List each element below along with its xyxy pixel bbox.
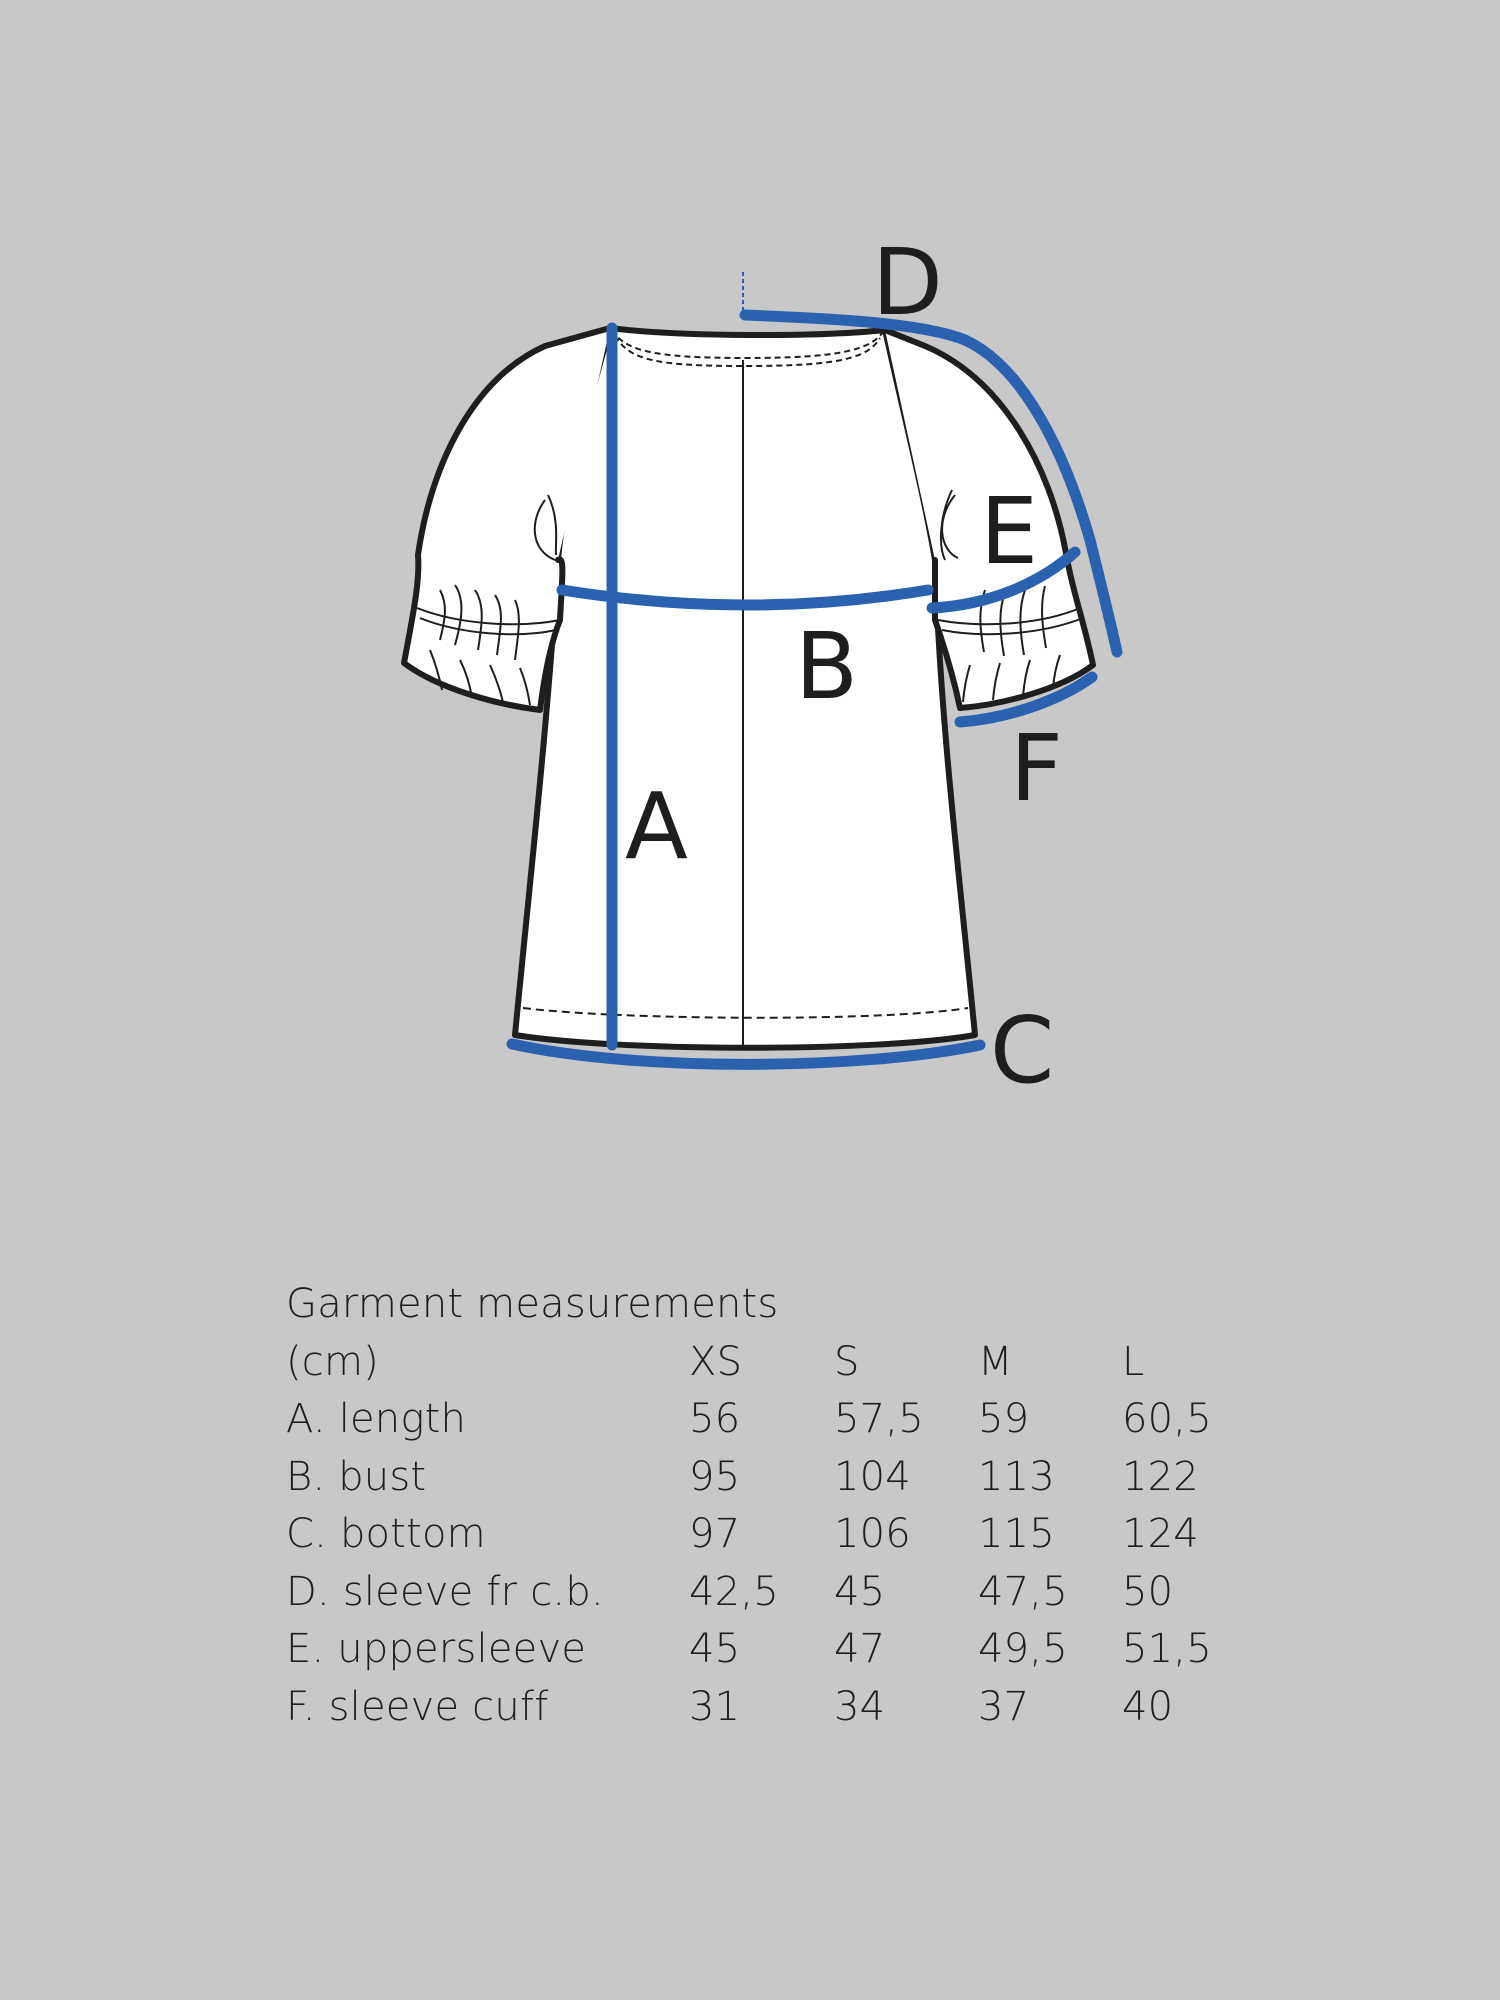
row-value: 124 — [1122, 1511, 1199, 1557]
table-title: Garment measurements — [286, 1281, 779, 1327]
row-label: E. uppersleeve — [286, 1626, 587, 1672]
row-value: 104 — [834, 1453, 911, 1500]
row-value: 45 — [689, 1626, 741, 1672]
row-label: C. bottom — [286, 1511, 486, 1557]
row-label: F. sleeve cuff — [286, 1683, 549, 1730]
row-value: 95 — [689, 1453, 741, 1500]
label-c: C — [990, 997, 1055, 1104]
size-header: S — [834, 1338, 860, 1385]
label-f: F — [1010, 715, 1063, 822]
size-header: L — [1122, 1338, 1145, 1385]
row-value: 51,5 — [1122, 1626, 1212, 1672]
row-value: 113 — [978, 1453, 1055, 1500]
row-value: 56 — [689, 1396, 741, 1442]
row-value: 59 — [978, 1396, 1030, 1442]
row-value: 34 — [834, 1683, 886, 1730]
unit-label: (cm) — [286, 1338, 379, 1385]
size-header: M — [978, 1338, 1013, 1385]
label-b: B — [795, 613, 859, 720]
row-value: 31 — [689, 1683, 741, 1730]
row-value: 47 — [834, 1626, 886, 1672]
row-label: B. bust — [286, 1453, 427, 1500]
row-value: 106 — [834, 1511, 911, 1557]
label-a: A — [625, 773, 688, 880]
row-value: 42,5 — [689, 1568, 779, 1615]
row-value: 49,5 — [978, 1626, 1068, 1672]
label-d: D — [872, 229, 943, 336]
row-value: 47,5 — [978, 1568, 1068, 1615]
row-value: 97 — [689, 1511, 741, 1557]
row-label: D. sleeve fr c.b. — [286, 1568, 604, 1615]
row-value: 45 — [834, 1568, 886, 1615]
row-value: 115 — [978, 1511, 1055, 1557]
row-value: 60,5 — [1122, 1396, 1212, 1442]
row-value: 57,5 — [834, 1396, 924, 1442]
garment-illustration — [404, 328, 1093, 1048]
row-value: 122 — [1122, 1453, 1199, 1500]
size-header: XS — [689, 1338, 743, 1385]
row-value: 50 — [1122, 1568, 1174, 1615]
row-value: 40 — [1122, 1683, 1174, 1730]
row-label: A. length — [286, 1396, 467, 1442]
row-value: 37 — [978, 1683, 1030, 1730]
label-e: E — [980, 478, 1039, 585]
